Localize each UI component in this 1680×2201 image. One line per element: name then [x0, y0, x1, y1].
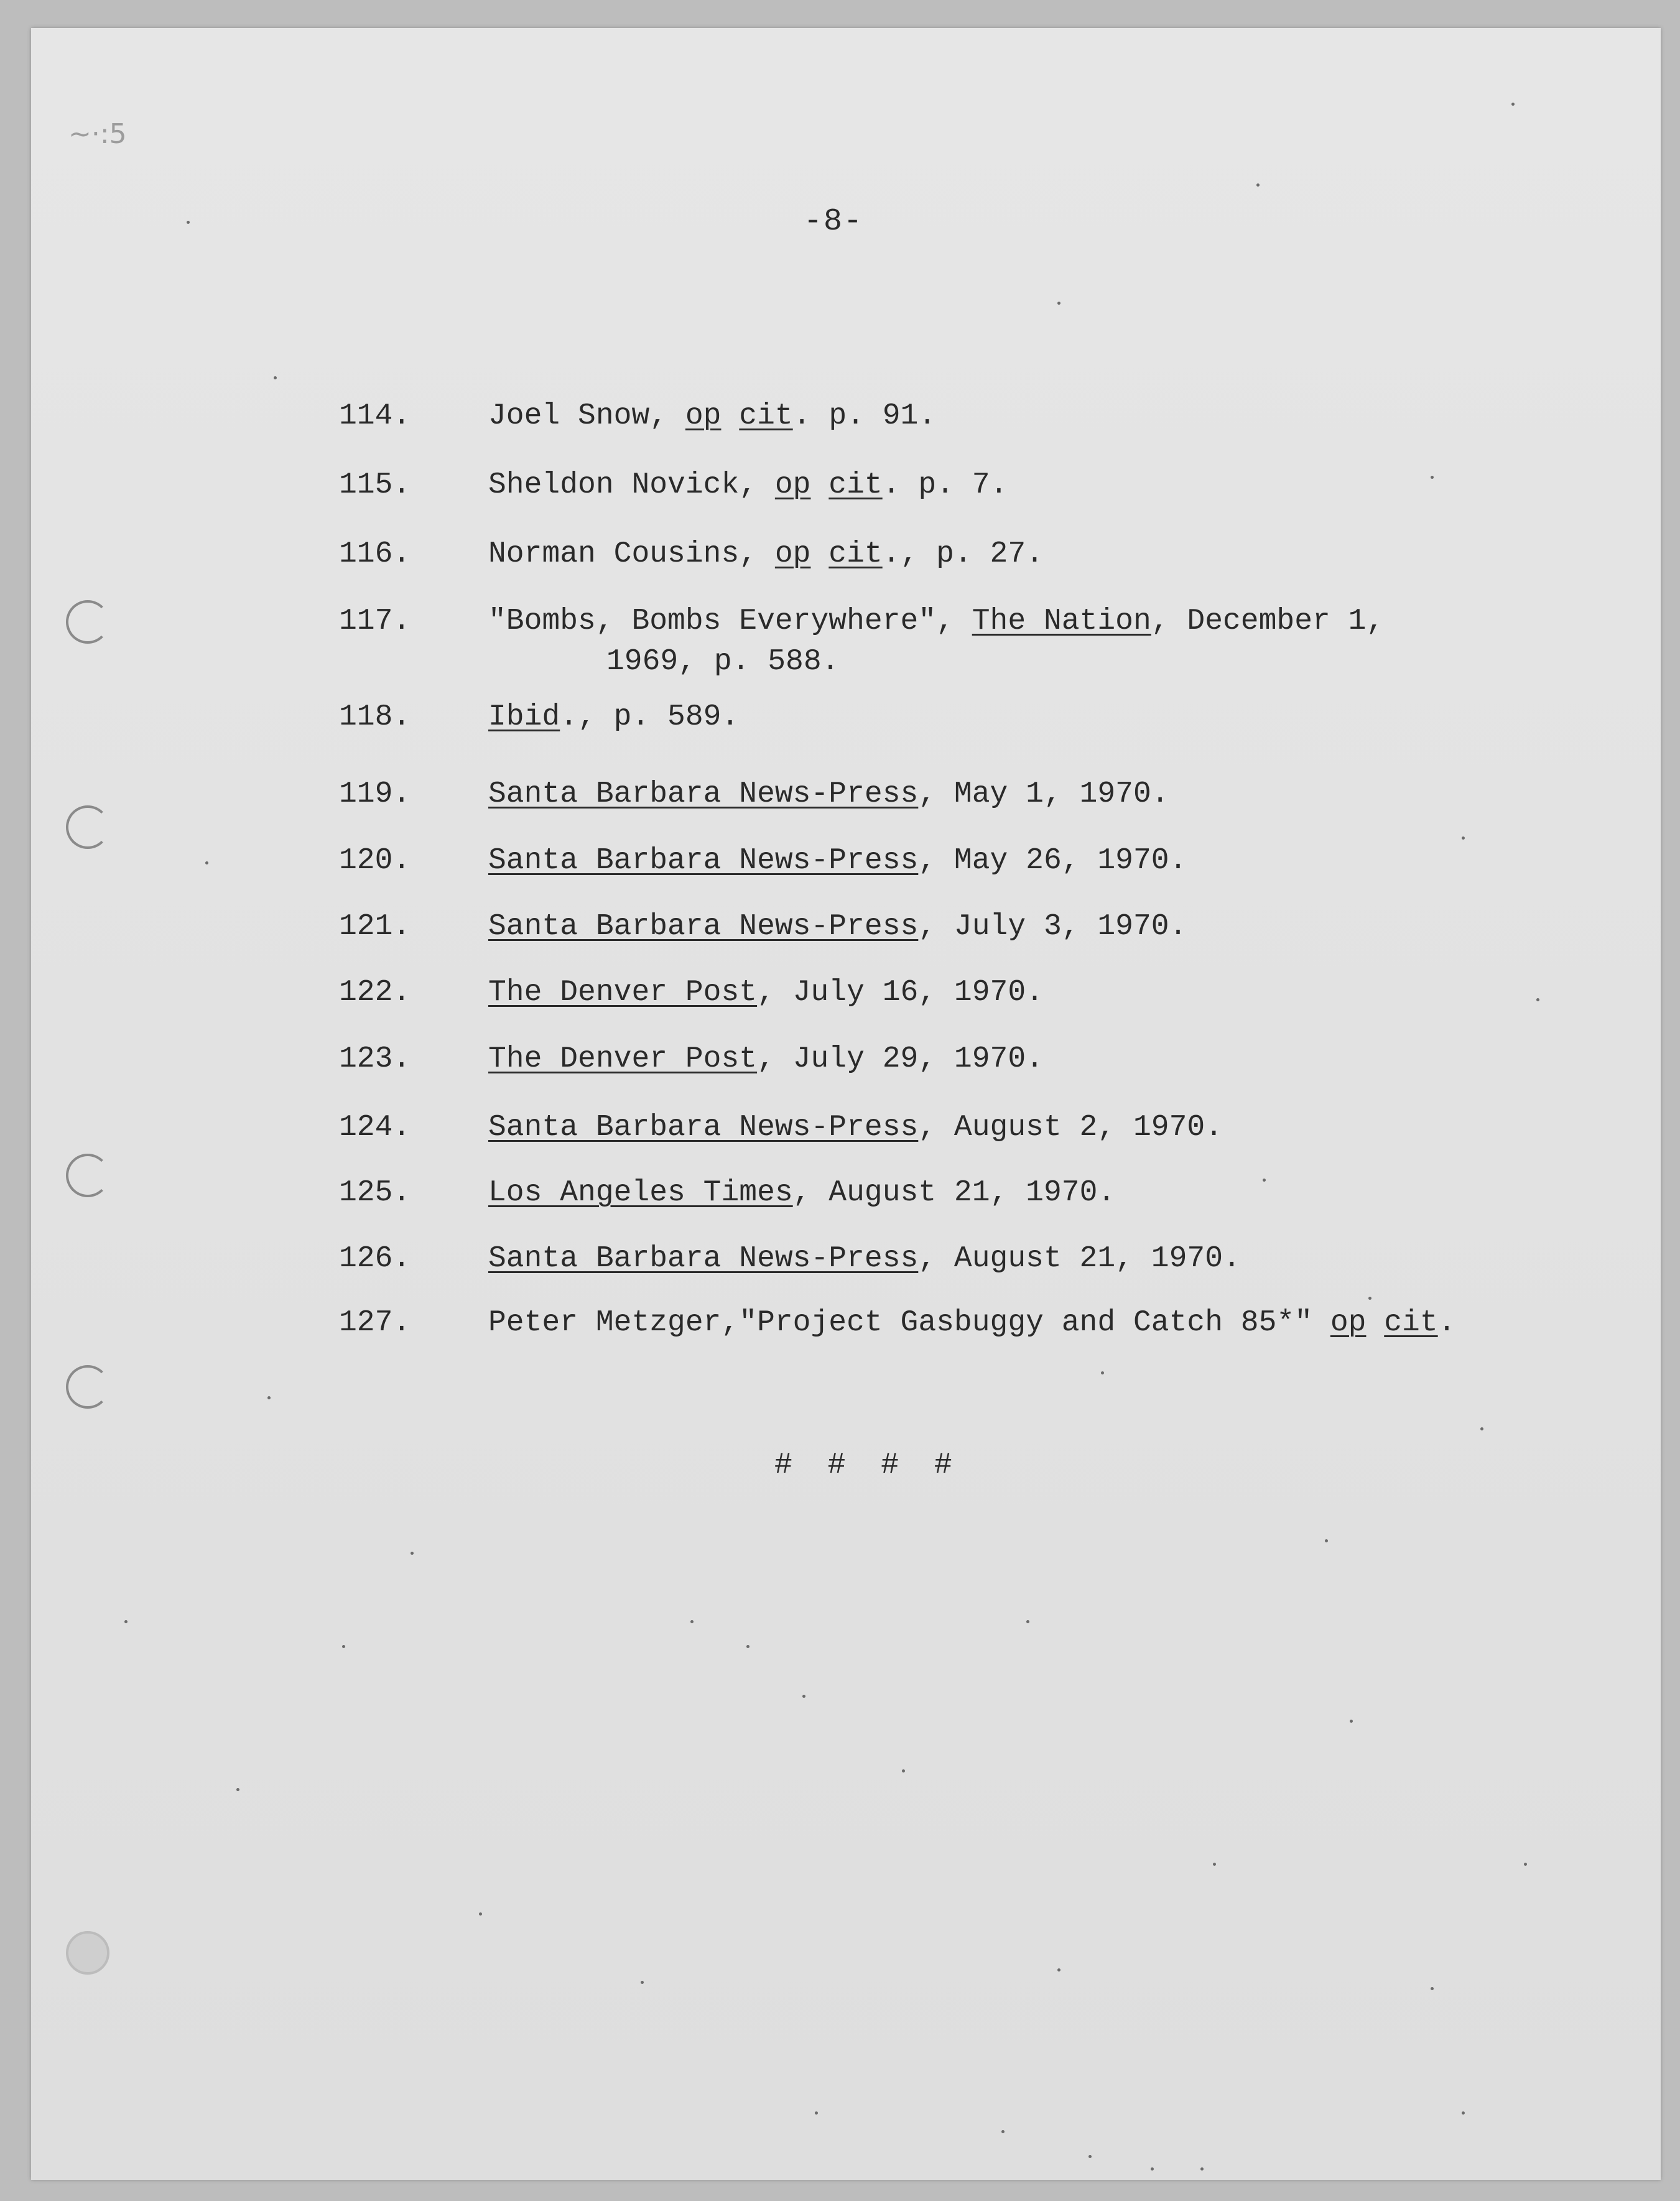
endnote-title: Los Angeles Times: [488, 1176, 793, 1210]
endnote-number: 117.: [339, 605, 411, 638]
speck: [1511, 103, 1515, 106]
speck: [1431, 1987, 1434, 1990]
endnote-title: cit: [828, 537, 883, 571]
endnote-title: op: [774, 468, 811, 502]
speck: [1263, 1179, 1266, 1182]
endnote-text: , May 26, 1970.: [918, 844, 1187, 878]
endnote-text: Sheldon Novick,: [488, 468, 775, 502]
endnote-116: [339, 539, 1044, 569]
speck: [1524, 1863, 1527, 1866]
endnote-number: 124.: [339, 1111, 411, 1144]
speck: [1480, 1427, 1483, 1430]
page-number: -8-: [803, 204, 863, 239]
endnote-text: [1366, 1306, 1384, 1340]
endnote-text: , July 29, 1970.: [757, 1042, 1044, 1076]
punch-hole-3: [66, 1154, 109, 1197]
end-mark: # # # #: [774, 1448, 961, 1482]
speck: [479, 1912, 482, 1916]
endnote-125: [339, 1178, 1115, 1208]
endnote-text: , May 1, 1970.: [918, 777, 1169, 811]
speck: [342, 1645, 345, 1648]
speck: [1088, 2155, 1092, 2158]
speck: [1026, 1620, 1029, 1623]
endnote-123: [339, 1044, 1044, 1074]
endnote-title: op: [1330, 1306, 1367, 1340]
speck: [1325, 1539, 1328, 1542]
endnote-title: Santa Barbara News-Press: [488, 844, 919, 878]
speck: [902, 1769, 905, 1772]
endnote-title: Santa Barbara News-Press: [488, 777, 919, 811]
endnote-text: "Bombs, Bombs Everywhere",: [488, 605, 972, 638]
endnote-text: ., p. 27.: [882, 537, 1044, 571]
endnote-number: 122.: [339, 976, 411, 1009]
endnote-title: Santa Barbara News-Press: [488, 1242, 919, 1276]
punch-hole-2: [66, 805, 109, 849]
endnote-text: Joel Snow,: [488, 399, 685, 433]
endnote-number: 115.: [339, 468, 411, 502]
speck: [274, 376, 277, 379]
endnote-title: The Nation: [972, 605, 1151, 638]
speck: [1368, 1297, 1371, 1300]
speck: [1350, 1720, 1353, 1723]
speck: [1462, 836, 1465, 840]
endnote-title: Ibid: [488, 700, 560, 734]
endnote-119: [339, 779, 1169, 809]
endnote-number: 127.: [339, 1306, 411, 1340]
endnote-title: cit: [1384, 1306, 1438, 1340]
endnote-124: [339, 1113, 1223, 1142]
endnote-number: 118.: [339, 700, 411, 734]
document-page: [31, 28, 1661, 2180]
speck: [1057, 1968, 1060, 1972]
endnote-title: The Denver Post: [488, 1042, 758, 1076]
speck: [641, 1981, 644, 1984]
speck: [1462, 2111, 1465, 2115]
endnote-text: [721, 399, 739, 433]
speck: [205, 861, 208, 864]
speck: [1431, 476, 1434, 479]
speck: [746, 1645, 750, 1648]
endnote-number: 116.: [339, 537, 411, 571]
endnote-121: [339, 912, 1187, 942]
speck: [124, 1620, 128, 1623]
speck: [1151, 2167, 1154, 2171]
speck: [187, 221, 190, 224]
endnote-title: op: [774, 537, 811, 571]
endnote-text: [810, 468, 828, 502]
speck: [815, 2111, 818, 2115]
speck: [1256, 183, 1260, 187]
endnote-120: [339, 846, 1187, 876]
endnote-text: Peter Metzger,"Project Gasbuggy and Catch 85*": [488, 1306, 1330, 1340]
margin-scribble: ~·:5: [68, 118, 127, 150]
endnote-117: [339, 606, 1384, 636]
endnote-title: Santa Barbara News-Press: [488, 910, 919, 943]
endnote-number: 121.: [339, 910, 411, 943]
endnote-text: [810, 537, 828, 571]
speck: [1101, 1371, 1104, 1374]
speck: [1536, 998, 1539, 1001]
speck: [267, 1396, 271, 1399]
endnote-text: .: [1437, 1306, 1456, 1340]
speck: [236, 1788, 239, 1791]
punch-hole-4: [66, 1365, 109, 1409]
endnote-text: , July 3, 1970.: [918, 910, 1187, 943]
endnote-text: , August 2, 1970.: [918, 1111, 1223, 1144]
endnote-number: 126.: [339, 1242, 411, 1276]
endnote-text: , August 21, 1970.: [792, 1176, 1116, 1210]
endnote-text: ., p. 589.: [560, 700, 740, 734]
endnote-number: 119.: [339, 777, 411, 811]
endnote-number: 114.: [339, 399, 411, 433]
endnote-118: [339, 702, 739, 732]
endnote-title: cit: [828, 468, 883, 502]
endnote-title: Santa Barbara News-Press: [488, 1111, 919, 1144]
speck: [1213, 1863, 1216, 1866]
punch-hole-1: [66, 600, 109, 644]
speck: [1200, 2167, 1204, 2171]
endnote-title: The Denver Post: [488, 976, 758, 1009]
endnote-title: op: [685, 399, 722, 433]
punch-hole-5: [66, 1931, 109, 1975]
speck: [690, 1620, 694, 1623]
endnote-122: [339, 978, 1044, 1008]
endnote-text: . p. 7.: [882, 468, 1008, 502]
endnote-text: , July 16, 1970.: [757, 976, 1044, 1009]
endnote-114: [339, 401, 936, 431]
endnote-number: 125.: [339, 1176, 411, 1210]
endnote-number: 120.: [339, 844, 411, 878]
endnote-text: , December 1,: [1151, 605, 1385, 638]
endnote-continuation: 1969, p. 588.: [606, 645, 840, 679]
endnote-text: . p. 91.: [792, 399, 937, 433]
speck: [1001, 2130, 1005, 2133]
speck: [802, 1695, 805, 1698]
speck: [1057, 302, 1060, 305]
endnote-115: [339, 470, 1008, 500]
speck: [411, 1552, 414, 1555]
endnote-text: , August 21, 1970.: [918, 1242, 1241, 1276]
endnote-number: 123.: [339, 1042, 411, 1076]
endnote-text: Norman Cousins,: [488, 537, 775, 571]
endnote-title: cit: [739, 399, 793, 433]
endnote-126: [339, 1244, 1241, 1274]
endnote-127: [339, 1308, 1455, 1338]
